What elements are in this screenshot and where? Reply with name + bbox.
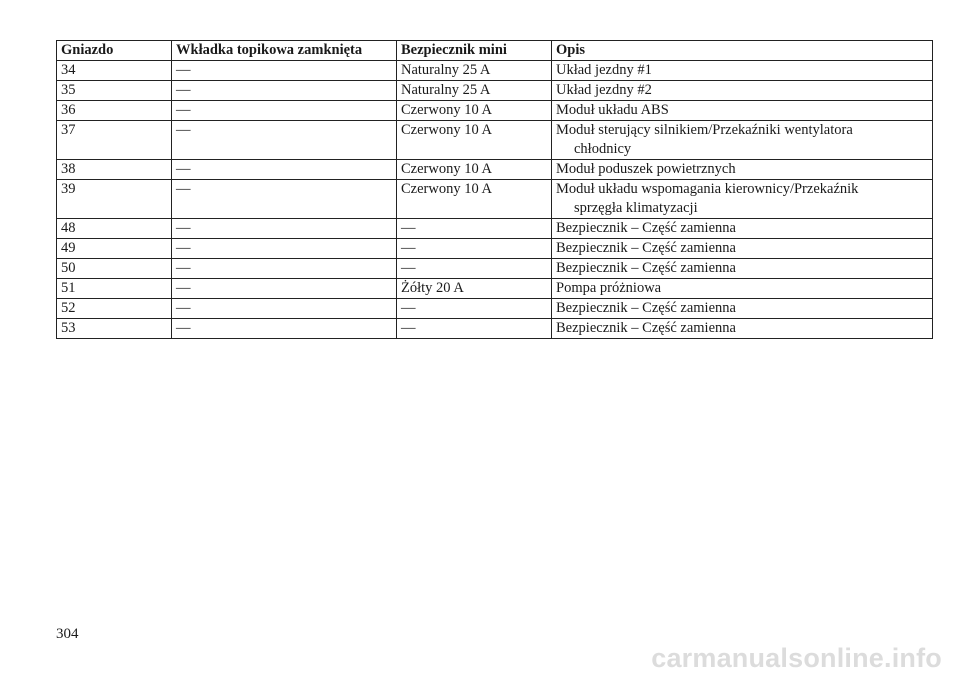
description-line: Moduł układu ABS [556, 102, 669, 118]
table-row [57, 259, 933, 279]
cell-socket: 48 [57, 219, 172, 239]
table-body [57, 61, 933, 339]
description-line: Bezpiecznik – Część zamienna [556, 300, 736, 316]
header-socket: Gniazdo [57, 41, 172, 61]
cell-description [552, 121, 933, 160]
cell-mini-fuse: — [397, 239, 552, 259]
cell-socket: 39 [57, 180, 172, 219]
cell-description [552, 259, 933, 279]
cell-socket: 34 [57, 61, 172, 81]
cell-socket: 49 [57, 239, 172, 259]
fuse-table [56, 40, 933, 339]
cell-mini-fuse: Czerwony 10 A [397, 160, 552, 180]
description-line: Bezpiecznik – Część zamienna [556, 240, 736, 256]
table-row [57, 299, 933, 319]
description-line: Bezpiecznik – Część zamienna [556, 220, 736, 236]
cell-cartridge-fuse: — [172, 219, 397, 239]
cell-socket: 51 [57, 279, 172, 299]
cell-mini-fuse: Czerwony 10 A [397, 101, 552, 121]
cell-cartridge-fuse: — [172, 160, 397, 180]
description-line: Bezpiecznik – Część zamienna [556, 260, 736, 276]
description-line: Układ jezdny #1 [556, 62, 652, 78]
table-header-row [57, 41, 933, 61]
cell-mini-fuse: Naturalny 25 A [397, 81, 552, 101]
cell-mini-fuse: — [397, 299, 552, 319]
cell-description [552, 81, 933, 101]
description-continuation: sprzęgła klimatyzacji [574, 200, 698, 216]
description-continuation: chłodnicy [574, 141, 632, 157]
cell-mini-fuse: Czerwony 10 A [397, 180, 552, 219]
watermark: carmanualsonline.info [651, 643, 942, 673]
table-row [57, 61, 933, 81]
description-line: Bezpiecznik – Część zamienna [556, 320, 736, 336]
cell-description [552, 61, 933, 81]
table-row [57, 219, 933, 239]
table-row [57, 319, 933, 339]
cell-description [552, 279, 933, 299]
cell-cartridge-fuse: — [172, 121, 397, 160]
table-row [57, 180, 933, 219]
cell-cartridge-fuse: — [172, 61, 397, 81]
table-row [57, 81, 933, 101]
cell-description [552, 160, 933, 180]
header-cartridge-fuse: Wkładka topikowa zamknięta [172, 41, 397, 61]
cell-description [552, 239, 933, 259]
cell-cartridge-fuse: — [172, 81, 397, 101]
description-line: Moduł sterujący silnikiem/Przekaźniki wentylatora [556, 122, 853, 138]
cell-mini-fuse: Żółty 20 A [397, 279, 552, 299]
cell-description [552, 180, 933, 219]
cell-description [552, 319, 933, 339]
cell-cartridge-fuse: — [172, 180, 397, 219]
cell-socket: 53 [57, 319, 172, 339]
cell-description [552, 101, 933, 121]
description-line: Pompa próżniowa [556, 280, 662, 296]
cell-cartridge-fuse: — [172, 239, 397, 259]
table-row [57, 279, 933, 299]
table-row [57, 160, 933, 180]
header-mini-fuse: Bezpiecznik mini [397, 41, 552, 61]
cell-cartridge-fuse: — [172, 319, 397, 339]
cell-cartridge-fuse: — [172, 259, 397, 279]
cell-socket: 36 [57, 101, 172, 121]
cell-mini-fuse: Czerwony 10 A [397, 121, 552, 160]
cell-mini-fuse: Naturalny 25 A [397, 61, 552, 81]
header-description: Opis [552, 41, 933, 61]
cell-cartridge-fuse: — [172, 101, 397, 121]
description-line: Układ jezdny #2 [556, 82, 652, 98]
table-row [57, 101, 933, 121]
cell-mini-fuse: — [397, 219, 552, 239]
cell-socket: 50 [57, 259, 172, 279]
cell-socket: 52 [57, 299, 172, 319]
cell-socket: 38 [57, 160, 172, 180]
cell-socket: 35 [57, 81, 172, 101]
cell-socket: 37 [57, 121, 172, 160]
cell-cartridge-fuse: — [172, 279, 397, 299]
cell-mini-fuse: — [397, 259, 552, 279]
table-row [57, 121, 933, 160]
description-line: Moduł poduszek powietrznych [556, 161, 736, 177]
table-row [57, 239, 933, 259]
cell-cartridge-fuse: — [172, 299, 397, 319]
page-number: 304 [56, 626, 79, 642]
cell-description [552, 299, 933, 319]
description-line: Moduł układu wspomagania kierownicy/Przekaźnik [556, 181, 859, 197]
cell-description [552, 219, 933, 239]
cell-mini-fuse: — [397, 319, 552, 339]
